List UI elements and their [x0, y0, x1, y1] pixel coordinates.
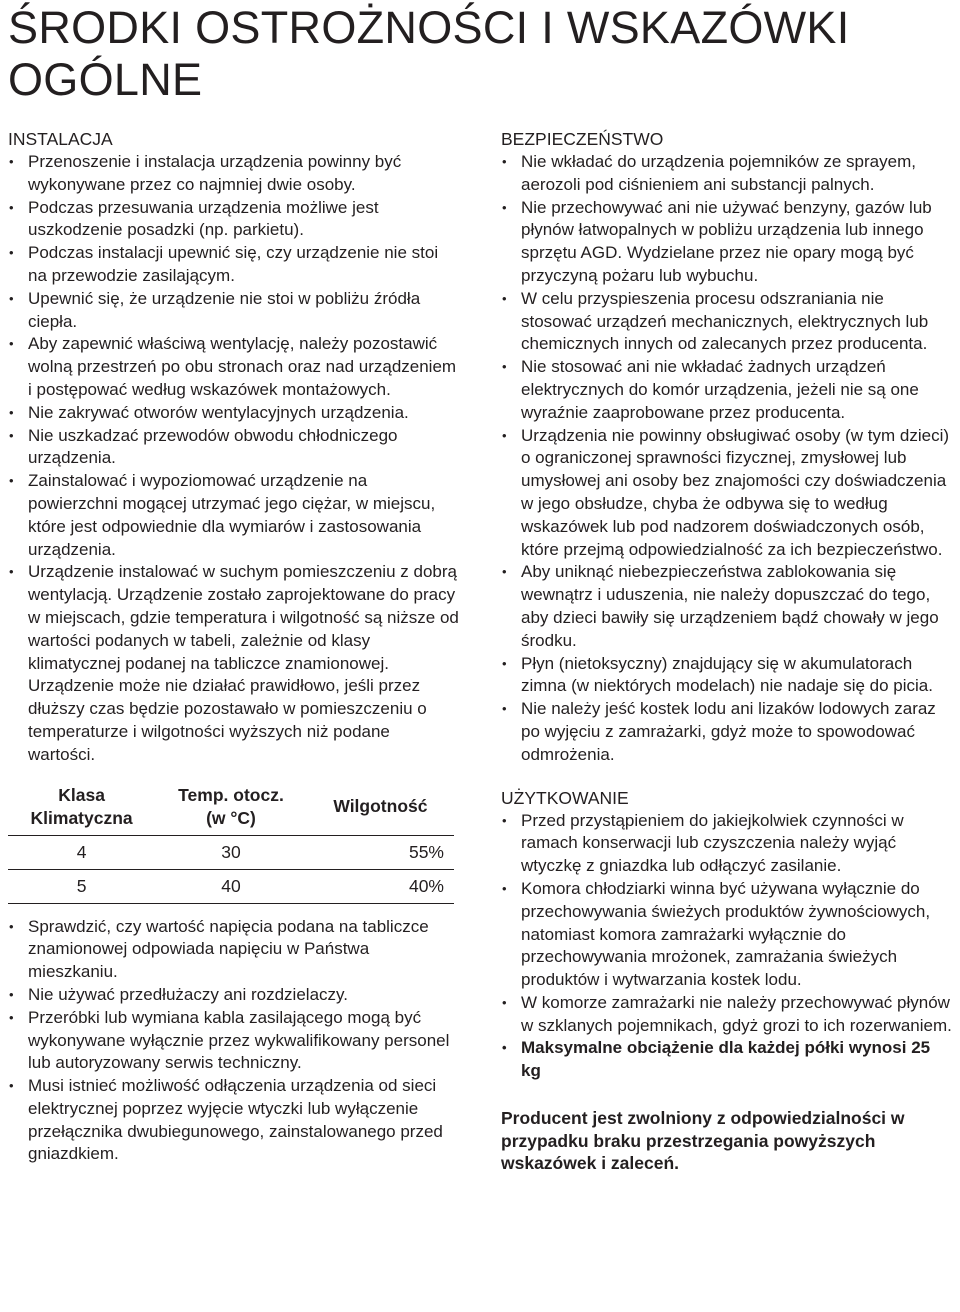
list-item: • Nie używać przedłużaczy ani rozdzielaczy.	[8, 984, 460, 1007]
right-column	[501, 128, 953, 1175]
list-item: • Podczas przesuwania urządzenia możliwe jest uszkodzenie posadzki (np. parkietu).	[8, 197, 460, 243]
page-title: ŚRODKI OSTROŻNOŚCI I WSKAZÓWKI OGÓLNE	[8, 2, 850, 105]
list-item: • Nie stosować ani nie wkładać żadnych urządzeń elektrycznych do komór urządzenia, jeżeli nie są one wyraźnie zaaprobowane przez producenta.	[501, 356, 953, 424]
table-header-cell: Wilgotność	[307, 779, 454, 836]
table-cell: 40	[155, 869, 307, 903]
table-row	[8, 869, 454, 903]
list-item: • Nie przechowywać ani nie używać benzyny, gazów lub płynów łatwopalnych w pobliżu urządzenia lub innego sprzętu AGD. Wydzielane przez nie opary mogą być przyczyną pożaru lub wybuchu.	[501, 197, 953, 288]
safety-list	[501, 151, 953, 767]
usage-heading: UŻYTKOWANIE	[501, 787, 629, 808]
list-item: • Urządzenie instalować w suchym pomieszczeniu z dobrą wentylacją. Urządzenie zostało zaprojektowane do pracy w miejscach, gdzie temperatura i wilgotność są niższe od wartości podanych w tabeli, zależnie od klasy klimatycznej podanej na tabliczce znamionowej. Urządzenie może nie działać prawidłowo, jeśli przez dłuższy czas będzie pozostawało w pomieszczeniu o temperaturze i wilgotności wyższych niż podane wartości.	[8, 561, 460, 766]
table-header-cell: Klasa Klimatyczna	[8, 779, 155, 836]
table-cell: 55%	[307, 835, 454, 869]
left-column	[8, 128, 460, 1166]
list-item: • Upewnić się, że urządzenie nie stoi w pobliżu źródła ciepła.	[8, 288, 460, 334]
table-cell: 40%	[307, 869, 454, 903]
disclaimer-text: Producent jest zwolniony z odpowiedzialności w przypadku braku przestrzegania powyższych wskazówek i zaleceń.	[501, 1108, 905, 1174]
safety-heading: BEZPIECZEŃSTWO	[501, 129, 664, 149]
usage-list	[501, 810, 953, 1084]
list-item: • W komorze zamrażarki nie należy przechowywać płynów w szklanych pojemnikach, gdyż grozi to ich rozerwaniem.	[501, 992, 953, 1038]
climate-class-table	[8, 779, 454, 904]
list-item: • Nie wkładać do urządzenia pojemników ze sprayem, aerozoli pod ciśnieniem ani substancji palnych.	[501, 151, 953, 197]
list-item: • W celu przyspieszenia procesu odszraniania nie stosować urządzeń mechanicznych, elektrycznych lub chemicznych innych od zalecanych przez producenta.	[501, 288, 953, 356]
list-item: • Podczas instalacji upewnić się, czy urządzenie nie stoi na przewodzie zasilającym.	[8, 242, 460, 288]
max-load-item: • Maksymalne obciążenie dla każdej półki wynosi 25 kg	[501, 1037, 953, 1083]
list-item: • Aby zapewnić właściwą wentylację, należy pozostawić wolną przestrzeń po obu stronach oraz nad urządzeniem i postępować według wskazówek montażowych.	[8, 333, 460, 401]
list-item: • Komora chłodziarki winna być używana wyłącznie do przechowywania świeżych produktów żywnościowych, natomiast komora zamrażarki wyłącznie do przechowywania mrożonek, zamrażania świeżych produktów i wytwarzania kostek lodu.	[501, 878, 953, 992]
list-item: • Płyn (nietoksyczny) znajdujący się w akumulatorach zimna (w niektórych modelach) nie nadaje się do picia.	[501, 653, 953, 699]
list-item: • Musi istnieć możliwość odłączenia urządzenia od sieci elektrycznej poprzez wyjęcie wtyczki lub wyłączenie przełącznika dwubiegunowego, zainstalowanego przed gniazdkiem.	[8, 1075, 460, 1166]
installation-list-continued	[8, 916, 460, 1167]
table-cell: 30	[155, 835, 307, 869]
list-item: • Nie uszkadzać przewodów obwodu chłodniczego urządzenia.	[8, 425, 460, 471]
table-row	[8, 835, 454, 869]
table-header-row	[8, 779, 454, 836]
installation-list	[8, 151, 460, 767]
list-item: • Urządzenia nie powinny obsługiwać osoby (w tym dzieci) o ograniczonej sprawności fizycznej, zmysłowej lub umysłowej ani osoby bez znajomości czy doświadczenia w jego obsłudze, chyba że odbywa się to według wskazówek lub pod nadzorem doświadczonych osób, które przejmą odpowiedzialność za ich bezpieczeństwo.	[501, 425, 953, 562]
list-item: • Przenoszenie i instalacja urządzenia powinny być wykonywane przez co najmniej dwie osoby.	[8, 151, 460, 197]
list-item: • Zainstalować i wypoziomować urządzenie na powierzchni mogącej utrzymać jego ciężar, w miejscu, które jest odpowiednie dla wymiarów i zastosowania urządzenia.	[8, 470, 460, 561]
table-cell: 4	[8, 835, 155, 869]
table-cell: 5	[8, 869, 155, 903]
list-item: • Przed przystąpieniem do jakiejkolwiek czynności w ramach konserwacji lub czyszczenia należy wyjąć wtyczkę z gniazdka lub odłączyć zasilanie.	[501, 810, 953, 878]
list-item: • Aby uniknąć niebezpieczeństwa zablokowania się wewnątrz i uduszenia, nie należy dopuszczać do tego, aby dzieci bawiły się urządzeniem bądź chowały w jego środku.	[501, 561, 953, 652]
installation-heading: INSTALACJA	[8, 129, 113, 149]
list-item: • Nie należy jeść kostek lodu ani lizaków lodowych zaraz po wyjęciu z zamrażarki, gdyż może to spowodować odmrożenia.	[501, 698, 953, 766]
table-header-cell: Temp. otocz. (w °C)	[155, 779, 307, 836]
list-item: • Sprawdzić, czy wartość napięcia podana na tabliczce znamionowej odpowiada napięciu w Państwa mieszkaniu.	[8, 916, 460, 984]
list-item: • Przeróbki lub wymiana kabla zasilającego mogą być wykonywane wyłącznie przez wykwalifikowany personel lub autoryzowany serwis techniczny.	[8, 1007, 460, 1075]
list-item: • Nie zakrywać otworów wentylacyjnych urządzenia.	[8, 402, 460, 425]
